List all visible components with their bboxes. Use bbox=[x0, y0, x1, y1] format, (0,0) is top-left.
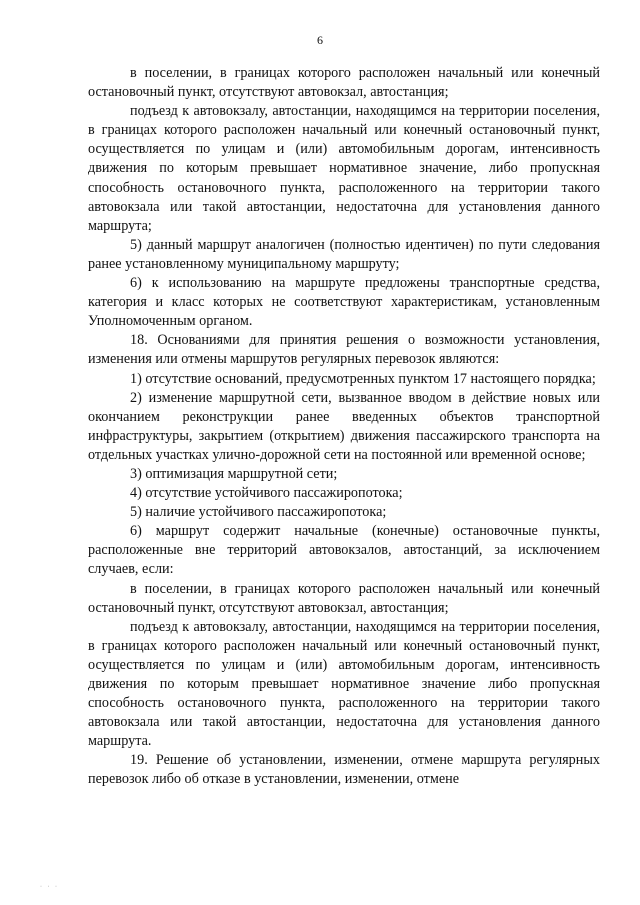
paragraph: 18. Основаниями для принятия решения о возможности установления, изменения или отмены маршрутов регулярных перевозок являются: bbox=[88, 332, 600, 368]
paragraph: 4) отсутствие устойчивого пассажиропотока; bbox=[130, 485, 403, 502]
paragraph: подъезд к автовокзалу, автостанции, находящимся на территории поселения, в границах которого расположен начальный или конечный остановочный пункт, осуществляется по улицам и (или) автомобильным дорогам, интенсивность движения по которым превышает нормативное значение либо пропускная способность остановочного пункта, расположенного на территории такого автовокзала или такой автостанции, недостаточна для установления данного маршрута. bbox=[88, 618, 600, 750]
paragraph: 5) наличие устойчивого пассажиропотока; bbox=[130, 504, 387, 521]
paragraph: 19. Решение об установлении, изменении, отмене маршрута регулярных перевозок либо об отказе в установлении, изменении, отмене bbox=[88, 752, 600, 788]
paragraph: 2) изменение маршрутной сети, вызванное вводом в действие новых или окончанием реконструкции ранее введенных объектов транспортной инфраструктуры, закрытием (открытием) движения пассажирского транспорта на отдельных участках улично-дорожной сети на постоянной или временной основе; bbox=[88, 389, 600, 463]
paragraph: 6) к использованию на маршруте предложены транспортные средства, категория и класс которых не соответствуют характеристикам, установленным Уполномоченным органом. bbox=[88, 275, 600, 330]
page-number: 6 bbox=[317, 33, 323, 47]
paragraph: 5) данный маршрут аналогичен (полностью идентичен) по пути следования ранее установленному муниципальному маршруту; bbox=[88, 236, 600, 272]
scan-artifact: · · · bbox=[40, 884, 59, 890]
paragraph: в поселении, в границах которого расположен начальный или конечный остановочный пункт, отсутствуют автовокзал, автостанция; bbox=[88, 65, 600, 101]
paragraph: 3) оптимизация маршрутной сети; bbox=[130, 465, 338, 482]
paragraph: подъезд к автовокзалу, автостанции, находящимся на территории поселения, в границах которого расположен начальный или конечный остановочный пункт, осуществляется по улицам и (или) автомобильным дорогам, интенсивность движения по которым превышает нормативное значение, либо пропускная способность остановочного пункта, расположенного на территории такого автовокзала или такой автостанции, недостаточна для установления данного маршрута; bbox=[88, 103, 600, 234]
paragraph: в поселении, в границах которого расположен начальный или конечный остановочный пункт, отсутствуют автовокзал, автостанция; bbox=[88, 580, 600, 616]
paragraph: 1) отсутствие оснований, предусмотренных пунктом 17 настоящего порядка; bbox=[130, 370, 596, 387]
document-body bbox=[88, 64, 600, 790]
paragraph: 6) маршрут содержит начальные (конечные) остановочные пункты, расположенные вне территорий автовокзалов, автостанций, за исключением случаев, если: bbox=[88, 523, 600, 578]
